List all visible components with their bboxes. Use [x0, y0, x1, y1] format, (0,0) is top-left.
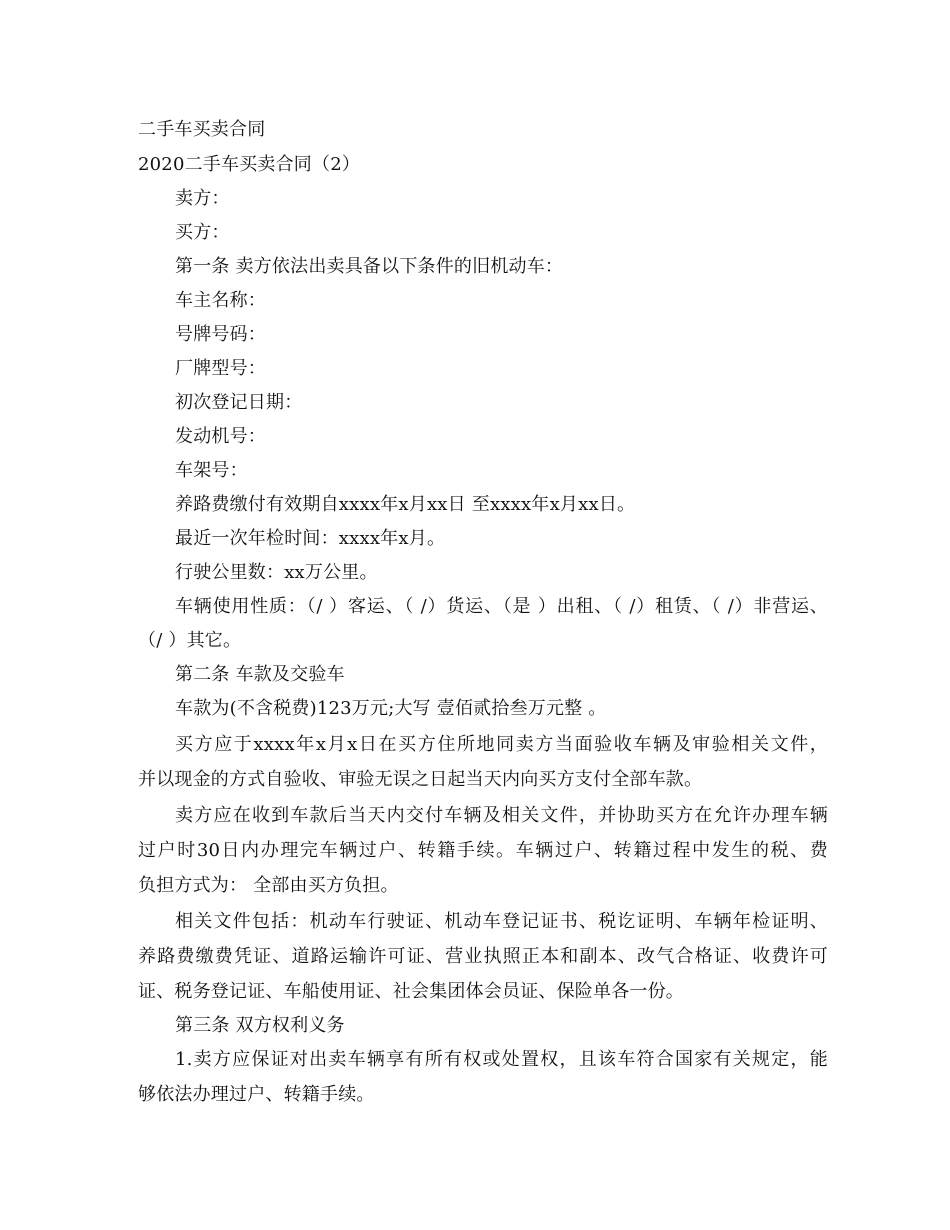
- delivery-line-2: 过户时30日内办理完车辆过户、转籍手续。车辆过户、转籍过程中发生的税、费: [138, 840, 828, 861]
- delivery-line-3: 负担方式为： 全部由买方负担。: [138, 875, 399, 896]
- price-line: 车款为(不含税费)123万元;大写 壹佰贰拾叁万元整 。: [175, 698, 607, 719]
- brand-model-field: 厂牌型号：: [175, 358, 266, 379]
- payment-line-2: 并以现金的方式自验收、审验无误之日起当天内向买方支付全部车款。: [138, 769, 703, 790]
- frame-number-field: 车架号：: [175, 460, 248, 481]
- owner-name-field: 车主名称：: [175, 290, 266, 311]
- usage-nature-line-1: 车辆使用性质：（/ ）客运、（ /）货运、（是 ）出租、（ /）租赁、（ /）非营运、: [175, 596, 828, 617]
- article-2-heading: 第二条 车款及交验车: [175, 664, 345, 685]
- usage-nature-line-2: （/ ）其它。: [138, 630, 242, 651]
- clause-1-line-2: 够依法办理过户、转籍手续。: [138, 1084, 375, 1105]
- last-inspection: 最近一次年检时间：xxxx年x月。: [175, 528, 446, 549]
- delivery-line-1: 卖方应在收到车款后当天内交付车辆及相关文件，并协助买方在允许办理车辆: [175, 805, 828, 826]
- documents-line-2: 养路费缴费凭证、道路运输许可证、营业执照正本和副本、改气合格证、收费许可: [138, 946, 828, 967]
- clause-1-line-1: 1.卖方应保证对出卖车辆享有所有权或处置权，且该车符合国家有关规定，能: [175, 1049, 828, 1070]
- seller-field: 卖方：: [175, 188, 230, 209]
- engine-number-field: 发动机号：: [175, 426, 266, 447]
- payment-line-1: 买方应于xxxx年x月x日在买方住所地同卖方当面验收车辆及审验相关文件，: [175, 734, 828, 755]
- buyer-field: 买方：: [175, 222, 230, 243]
- mileage: 行驶公里数：xx万公里。: [175, 562, 378, 583]
- document-subtitle: 2020二手车买卖合同（2）: [138, 154, 361, 175]
- document-title: 二手车买卖合同: [138, 119, 266, 140]
- article-3-heading: 第三条 双方权利义务: [175, 1015, 345, 1036]
- road-fee-validity: 养路费缴付有效期自xxxx年x月xx日 至xxxx年x月xx日。: [175, 494, 636, 515]
- first-registration-field: 初次登记日期：: [175, 392, 303, 413]
- documents-line-3: 证、税务登记证、车船使用证、社会集团体会员证、保险单各一份。: [138, 981, 684, 1002]
- documents-line-1: 相关文件包括：机动车行驶证、机动车登记证书、税讫证明、车辆年检证明、: [175, 911, 828, 932]
- plate-number-field: 号牌号码：: [175, 324, 266, 345]
- article-1-heading: 第一条 卖方依法出卖具备以下条件的旧机动车：: [175, 256, 564, 277]
